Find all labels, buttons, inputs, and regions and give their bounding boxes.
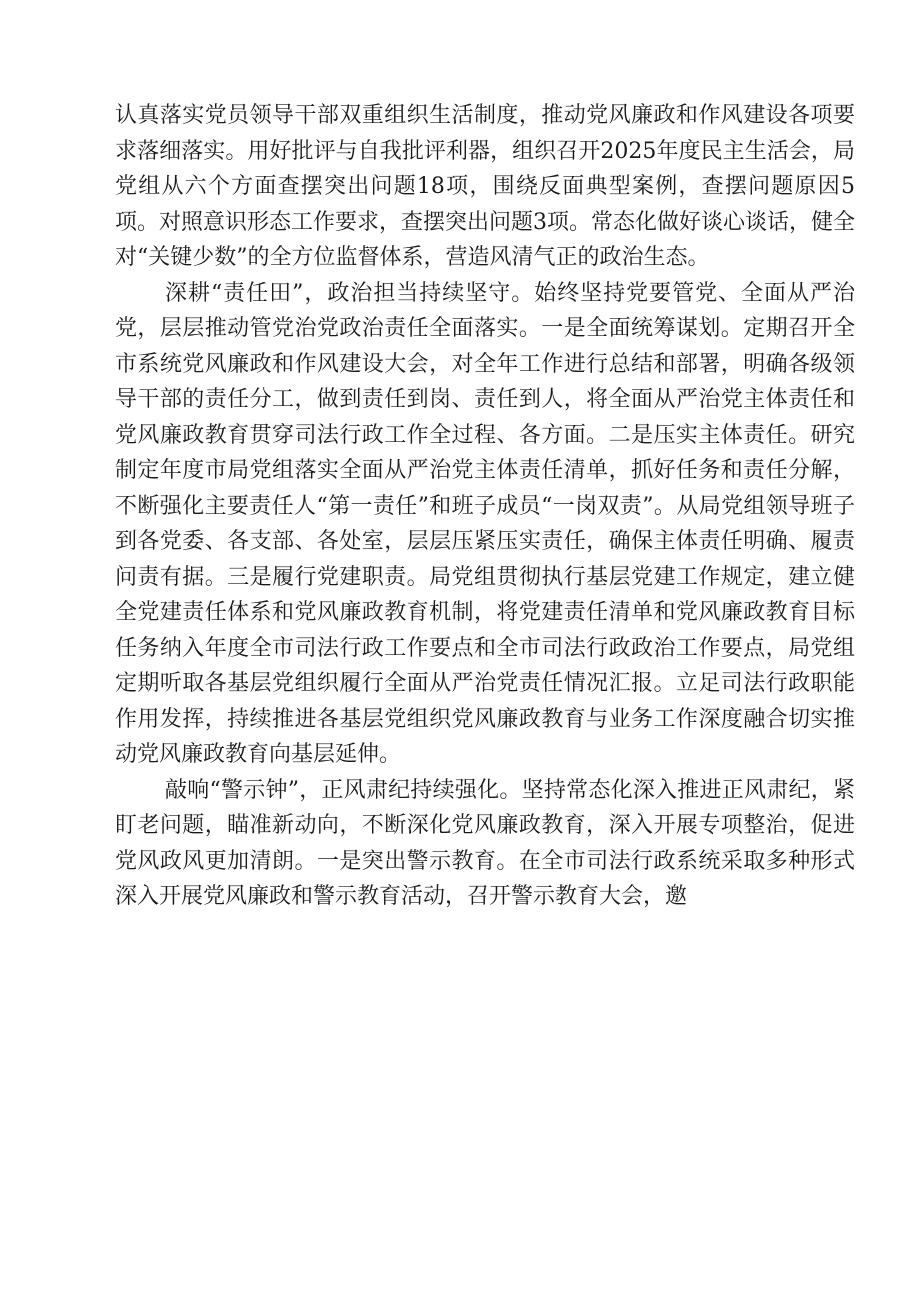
document-body	[115, 98, 855, 915]
paragraph-warning: 敲响“警示钟”，正风肃纪持续强化。坚持常态化深入推进正风肃纪，紧盯老问题，瞄准新动向，不断深化党风廉政教育，深入开展专项整治，促进党风政风更加清朗。一是突出警示教育。在全市司法行政系统采取多种形式深入开展党风廉政和警示教育活动，召开警示教育大会，邀	[115, 777, 855, 909]
paragraph-responsibility: 深耕“责任田”，政治担当持续坚守。始终坚持党要管党、全面从严治党，层层推动管党治党政治责任全面落实。一是全面统筹谋划。定期召开全市系统党风廉政和作风建设大会，对全年工作进行总结和部署，明确各级领导干部的责任分工，做到责任到岗、责任到人，将全面从严治党主体责任和党风廉政教育贯穿司法行政工作全过程、各方面。二是压实主体责任。研究制定年度市局党组落实全面从严治党主体责任清单，抓好任务和责任分解，不断强化主要责任人“第一责任”和班子成员“一岗双责”。从局党组领导班子到各党委、各支部、各处室，层层压紧压实责任，确保主体责任明确、履责问责有据。三是履行党建职责。局党组贯彻执行基层党建工作规定，建立健全党建责任体系和党风廉政教育机制，将党建责任清单和党风廉政教育目标任务纳入年度全市司法行政工作要点和全市司法行政政治工作要点，局党组定期听取各基层党组织履行全面从严治党责任情况汇报。立足司法行政职能作用发挥，持续推进各基层党组织党风廉政教育与业务工作深度融合切实推动党风廉政教育向基层延伸。	[115, 280, 855, 767]
paragraph-continuation: 认真落实党员领导干部双重组织生活制度，推动党风廉政和作风建设各项要求落细落实。用好批评与自我批评利器，组织召开2025年度民主生活会，局党组从六个方面查摆突出问题18项，围绕反面典型案例，查摆问题原因5项。对照意识形态工作要求，查摆突出问题3项。常态化做好谈心谈话，健全对“关键少数”的全方位监督体系，营造风清气正的政治生态。	[115, 103, 855, 270]
